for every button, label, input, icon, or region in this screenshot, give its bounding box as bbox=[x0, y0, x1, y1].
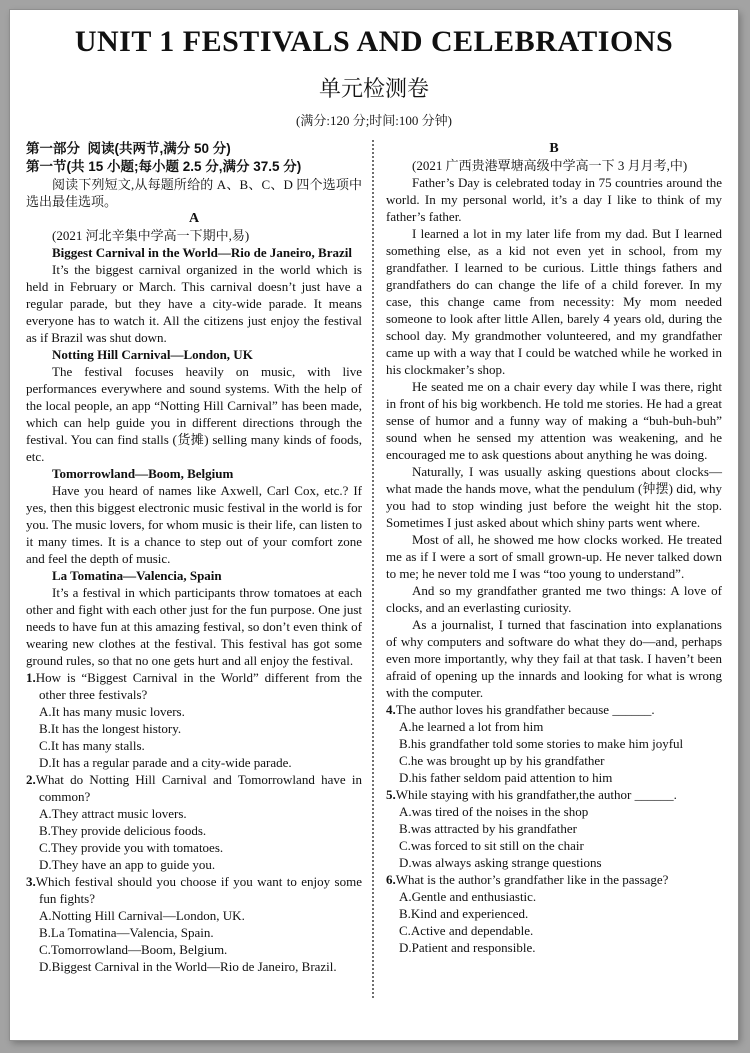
passage-paragraph: Have you heard of names like Axwell, Carl Cox, etc.? If yes, then this biggest electronic music festival in the world is for you. The music lovers, for whom music is their life, can listen to it many times. It is a chance to step out of your comfort zone and feel the depth of music. bbox=[26, 483, 362, 566]
question-number: 1. bbox=[26, 670, 36, 685]
passage-heading: La Tomatina—Valencia, Spain bbox=[52, 568, 222, 583]
passage-paragraph: Father’s Day is celebrated today in 75 countries around the world. In my personal world, it’s a day I like to think of my father’s father. bbox=[386, 175, 722, 224]
question-text: What do Notting Hill Carnival and Tomorrowland have in common? bbox=[35, 772, 362, 804]
question-text: Which festival should you choose if you want to enjoy some fun fights? bbox=[35, 874, 362, 906]
passage-paragraph: It’s a festival in which participants throw tomatoes at each other and fight with each other just for the fun purpose. One just needs to have fun at this amazing festival, so don’t even think of wearing new clothes at the festival. This festival has got some ground rules, so that no one gets hurt and all enjoy the festival. bbox=[26, 585, 362, 668]
page-subtitle: 单元检测卷 bbox=[318, 76, 429, 101]
passage-paragraph: I learned a lot in my later life from my dad. But I learned something else, as a kid not even yet in school, from my grandfather. I learned to be curious. Little things fathers and grandfathers do can change the life of a child forever. In my case, this change came from necessity: My mom needed someone to look after little Allen, barely 4 years old, during the school day. My grandmother volunteered, and my grandfather came up with a way that I could be watched while he worked in his clockmaker’s shop. bbox=[386, 226, 722, 377]
answer-option: D.They have an app to guide you. bbox=[39, 857, 216, 872]
answer-option: C.Active and dependable. bbox=[399, 923, 534, 938]
answer-option: C.Tomorrowland—Boom, Belgium. bbox=[39, 942, 228, 957]
question-number: 5. bbox=[386, 787, 396, 802]
part-one-header: 第一部分 阅读(共两节,满分 50 分) bbox=[26, 141, 231, 156]
question-number: 4. bbox=[386, 702, 396, 717]
answer-option: D.Biggest Carnival in the World—Rio de Janeiro, Brazil. bbox=[39, 959, 337, 974]
question bbox=[26, 669, 362, 703]
question-text: How is “Biggest Carnival in the World” different from the other three festivals? bbox=[35, 670, 362, 702]
answer-option: A.It has many music lovers. bbox=[39, 704, 185, 719]
answer-option: B.Kind and experienced. bbox=[399, 906, 529, 921]
answer-option: B.They provide delicious foods. bbox=[39, 823, 207, 838]
question bbox=[26, 873, 362, 907]
left-column bbox=[26, 140, 372, 998]
right-column bbox=[374, 140, 722, 998]
passage-paragraph: He seated me on a chair every day while I was there, right in front of his big workbench. He told me stories. He had a great sense of humor and a funny way of making a “buh-buh-buh” sound when he sensed my attention was weakening, and he encouraged me to ask questions about anything he was doing. bbox=[386, 379, 722, 462]
passage-paragraph: Most of all, he showed me how clocks worked. He treated me as if I were a sort of small grown-up. He never talked down to me; he never told me I was “too young to understand”. bbox=[386, 532, 722, 581]
passage-heading: Tomorrowland—Boom, Belgium bbox=[52, 466, 234, 481]
answer-option: C.It has many stalls. bbox=[39, 738, 145, 753]
question bbox=[26, 771, 362, 805]
instructions: 阅读下列短文,从每题所给的 A、B、C、D 四个选项中选出最佳选项。 bbox=[26, 177, 362, 209]
two-column-body bbox=[26, 140, 722, 998]
question-text: While staying with his grandfather,the author ______. bbox=[395, 787, 677, 802]
passage-label: B bbox=[549, 141, 559, 156]
answer-option: D.was always asking strange questions bbox=[399, 855, 602, 870]
answer-option: B.was attracted by his grandfather bbox=[399, 821, 577, 836]
question bbox=[386, 871, 722, 888]
answer-option: C.he was brought up by his grandfather bbox=[399, 753, 605, 768]
score-line: (满分:120 分;时间:100 分钟) bbox=[296, 113, 452, 128]
answer-option: B.his grandfather told some stories to make him joyful bbox=[399, 736, 684, 751]
answer-option: A.he learned a lot from him bbox=[399, 719, 544, 734]
passage-source: (2021 河北辛集中学高一下期中,易) bbox=[52, 228, 250, 243]
question bbox=[386, 701, 722, 718]
question-text: What is the author’s grandfather like in the passage? bbox=[395, 872, 669, 887]
passage-paragraph: Naturally, I was usually asking questions about clocks—what made the hands move, what the pendulum (钟摆) did, why you had to stop winding just before the weight hit the stop. Sometimes I just asked about which shiny parts went where. bbox=[386, 464, 722, 530]
question-number: 3. bbox=[26, 874, 36, 889]
answer-option: D.It has a regular parade and a city-wide parade. bbox=[39, 755, 292, 770]
answer-option: A.was tired of the noises in the shop bbox=[399, 804, 589, 819]
section-one-header: 第一节(共 15 小题;每小题 2.5 分,满分 37.5 分) bbox=[26, 159, 302, 174]
answer-option: A.Gentle and enthusiastic. bbox=[399, 889, 537, 904]
passage-paragraph: As a journalist, I turned that fascination into explanations of why computers and software do what they do—and, perhaps even more importantly, why they fail at that task. I haven’t been afraid of opening up the innards and looking for what is wrong with the computer. bbox=[386, 617, 722, 700]
passage-source: (2021 广西贵港覃塘高级中学高一下 3 月月考,中) bbox=[412, 158, 688, 173]
question-text: The author loves his grandfather because ______. bbox=[395, 702, 655, 717]
passage-label: A bbox=[188, 211, 200, 226]
passage-paragraph: It’s the biggest carnival organized in the world which is held in February or March. This carnival doesn’t just have a regular parade, but they have a city-wide parade. It means everyone has to watch it. All the citizens just enjoy the festival as if Brazil was shut down. bbox=[26, 262, 362, 345]
answer-option: B.La Tomatina—Valencia, Spain. bbox=[39, 925, 214, 940]
question-number: 6. bbox=[386, 872, 396, 887]
passage-heading: Notting Hill Carnival—London, UK bbox=[52, 347, 253, 362]
answer-option: D.his father seldom paid attention to him bbox=[399, 770, 613, 785]
answer-option: A.Notting Hill Carnival—London, UK. bbox=[39, 908, 245, 923]
question bbox=[386, 786, 722, 803]
answer-option: C.They provide you with tomatoes. bbox=[39, 840, 224, 855]
answer-option: B.It has the longest history. bbox=[39, 721, 182, 736]
answer-option: D.Patient and responsible. bbox=[399, 940, 536, 955]
passage-paragraph: The festival focuses heavily on music, with live performances everywhere and sound systems. With the help of the local people, an app “Notting Hill Carnival” has been made, which can help guide you in different directions through the festival. You can find stalls (货摊) selling many kinds of foods, etc. bbox=[26, 364, 362, 464]
question-number: 2. bbox=[26, 772, 36, 787]
answer-option: C.was forced to sit still on the chair bbox=[399, 838, 584, 853]
passage-heading: Biggest Carnival in the World—Rio de Janeiro, Brazil bbox=[52, 245, 352, 260]
passage-paragraph: And so my grandfather granted me two things: A love of clocks, and an everlasting curiosity. bbox=[386, 583, 722, 615]
answer-option: A.They attract music lovers. bbox=[39, 806, 187, 821]
page-title: UNIT 1 FESTIVALS AND CELEBRATIONS bbox=[74, 25, 674, 58]
exam-page bbox=[10, 10, 738, 1040]
